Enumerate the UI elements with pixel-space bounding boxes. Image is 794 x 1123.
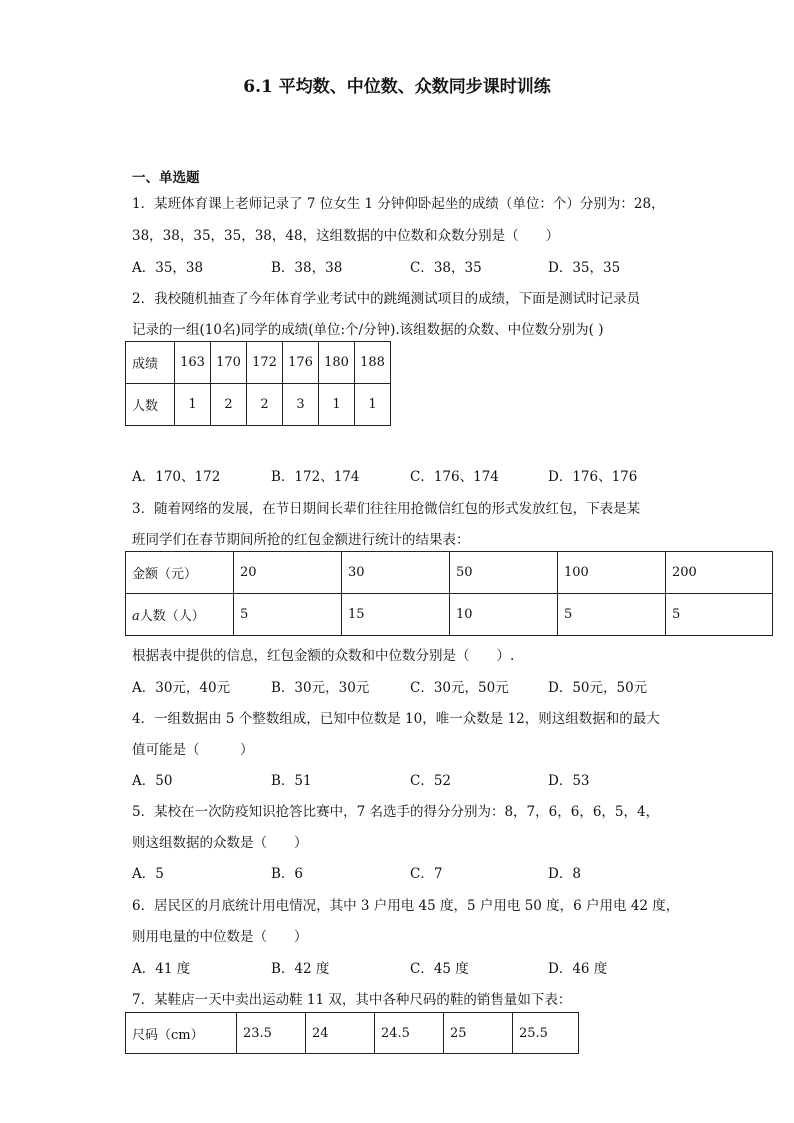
table-cell: 2	[247, 384, 283, 426]
option-a[interactable]: A．5	[132, 866, 164, 882]
option-d[interactable]: D．176、176	[548, 469, 638, 485]
option-a[interactable]: A．170、172	[132, 469, 221, 485]
question-4-line-1: 4．一组数据由 5 个整数组成，已知中位数是 10，唯一众数是 12，则这组数据和的最大	[132, 711, 660, 727]
table-cell: 5	[234, 594, 342, 636]
table-row	[126, 342, 391, 384]
question-7-table	[125, 1012, 579, 1054]
question-5-line-2: 则这组数据的众数是（ ）	[132, 835, 308, 851]
table-header-cell: 金额（元）	[126, 552, 234, 594]
option-b[interactable]: B．30元，30元	[271, 680, 370, 696]
option-c[interactable]: C．52	[410, 773, 452, 789]
question-3-line-2: 班同学们在春节期间所抢的红包金额进行统计的结果表：	[132, 532, 470, 548]
table-cell: 1	[355, 384, 391, 426]
table-cell: 20	[234, 552, 342, 594]
table-cell: 188	[355, 342, 391, 384]
table-cell: 24	[306, 1013, 375, 1054]
question-5-line-1: 5．某校在一次防疫知识抢答比赛中，7 名选手的得分分别为：8，7，6，6，6，5，4，	[132, 804, 660, 820]
question-4-line-2: 值可能是（ ）	[132, 742, 254, 758]
table-cell: 3	[283, 384, 319, 426]
table-row	[126, 384, 391, 426]
table-cell: 23.5	[237, 1013, 306, 1054]
page-title: 6.1 平均数、中位数、众数同步课时训练	[243, 77, 551, 97]
table-header-cell: 尺码（cm）	[126, 1013, 237, 1054]
option-c[interactable]: C．38，35	[410, 260, 482, 276]
table-cell: 176	[283, 342, 319, 384]
option-b[interactable]: B．42 度	[271, 961, 330, 977]
option-d[interactable]: D．46 度	[548, 961, 608, 977]
option-a[interactable]: A．35，38	[132, 260, 204, 276]
question-2-line-2: 记录的一组(10名)同学的成绩(单位:个/分钟).该组数据的众数、中位数分别为( )	[132, 322, 604, 338]
option-c[interactable]: C．45 度	[410, 961, 469, 977]
question-1-line-2: 38，38，35，35，38，48，这组数据的中位数和众数分别是（ ）	[132, 228, 560, 244]
option-b[interactable]: B．51	[271, 773, 312, 789]
option-b[interactable]: B．6	[271, 866, 304, 882]
option-b[interactable]: B．38，38	[271, 260, 343, 276]
table-header-cell: a人数（人）	[126, 594, 234, 636]
table-header-cell: 人数	[126, 384, 175, 426]
table-cell: 200	[666, 552, 773, 594]
table-cell: 15	[342, 594, 450, 636]
option-d[interactable]: D．50元，50元	[548, 680, 648, 696]
question-7-line-1: 7．某鞋店一天中卖出运动鞋 11 双，其中各种尺码的鞋的销售量如下表：	[132, 992, 572, 1008]
table-row	[126, 1013, 579, 1054]
table-cell: 50	[450, 552, 558, 594]
option-d[interactable]: D．53	[548, 773, 590, 789]
table-cell: 100	[558, 552, 666, 594]
table-cell: 163	[175, 342, 211, 384]
option-c[interactable]: C．30元，50元	[410, 680, 509, 696]
option-c[interactable]: C．7	[410, 866, 443, 882]
option-a[interactable]: A．41 度	[132, 961, 191, 977]
question-6-line-1: 6．居民区的月底统计用电情况，其中 3 户用电 45 度，5 户用电 50 度，6 户用电 42 度，	[132, 898, 680, 914]
table-cell: 30	[342, 552, 450, 594]
option-a[interactable]: A．50	[132, 773, 173, 789]
question-2-table	[125, 341, 391, 426]
table-cell: 180	[319, 342, 355, 384]
table-cell: 5	[558, 594, 666, 636]
table-cell: 24.5	[375, 1013, 444, 1054]
table-cell: 170	[211, 342, 247, 384]
section-heading: 一、单选题	[132, 170, 200, 186]
table-cell: 2	[211, 384, 247, 426]
option-c[interactable]: C．176、174	[410, 469, 499, 485]
question-3-line-1: 3．随着网络的发展，在节日期间长辈们往往用抢微信红包的形式发放红包，下表是某	[132, 501, 641, 517]
option-d[interactable]: D．8	[548, 866, 581, 882]
option-a[interactable]: A．30元，40元	[132, 680, 231, 696]
question-3-table	[125, 551, 773, 636]
table-cell: 25.5	[513, 1013, 579, 1054]
question-6-line-2: 则用电量的中位数是（ ）	[132, 929, 308, 945]
table-cell: 5	[666, 594, 773, 636]
question-1-line-1: 1．某班体育课上老师记录了 7 位女生 1 分钟仰卧起坐的成绩（单位：个）分别为：28，	[132, 196, 665, 212]
question-3-line-3: 根据表中提供的信息，红包金额的众数和中位数分别是（ ）.	[132, 648, 515, 664]
table-cell: 1	[175, 384, 211, 426]
table-row	[126, 594, 773, 636]
table-row	[126, 552, 773, 594]
table-cell: 1	[319, 384, 355, 426]
question-2-line-1: 2．我校随机抽查了今年体育学业考试中的跳绳测试项目的成绩，下面是测试时记录员	[132, 291, 641, 307]
variable-a: a	[132, 609, 140, 624]
table-cell: 172	[247, 342, 283, 384]
option-b[interactable]: B．172、174	[271, 469, 360, 485]
table-header-cell: 成绩	[126, 342, 175, 384]
option-d[interactable]: D．35，35	[548, 260, 621, 276]
table-cell: 10	[450, 594, 558, 636]
table-cell: 25	[444, 1013, 513, 1054]
